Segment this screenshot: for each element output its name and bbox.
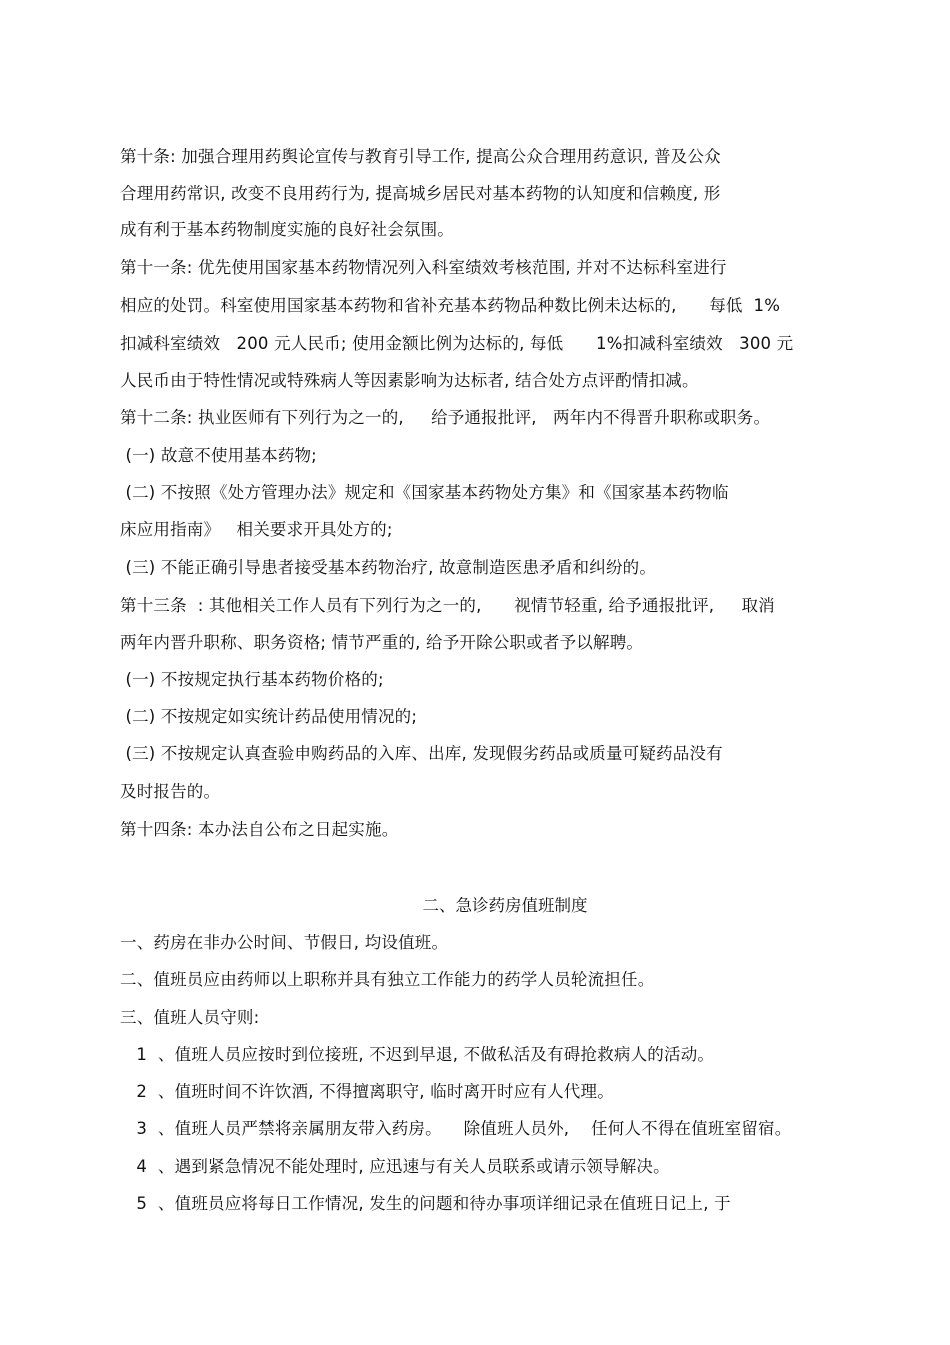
text-line: 二、值班员应由药师以上职称并具有独立工作能力的药学人员轮流担任。 — [120, 970, 655, 989]
text-line: (一) 不按规定执行基本药物价格的; — [120, 670, 384, 689]
text-line: (三) 不按规定认真查验申购药品的入库、出库, 发现假劣药品或质量可疑药品没有 — [120, 744, 723, 763]
text-line: 第十三条 : 其他相关工作人员有下列行为之一的, 视情节轻重, 给予通报批评, 取消 — [120, 596, 775, 615]
text-line: 扣减科室绩效 200 元人民币; 使用金额比例为达标的, 每低 1%扣减科室绩效 300 元 — [120, 334, 794, 353]
text-line: 第十一条: 优先使用国家基本药物情况列入科室绩效考核范围, 并对不达标科室进行 — [120, 258, 727, 277]
text-line: 合理用药常识, 改变不良用药行为, 提高城乡居民对基本药物的认知度和信赖度, 形 — [120, 184, 721, 203]
text-line: 5 、值班员应将每日工作情况, 发生的问题和待办事项详细记录在值班日记上, 于 — [120, 1194, 731, 1213]
text-line: 成有利于基本药物制度实施的良好社会氛围。 — [120, 220, 454, 239]
text-line: 第十四条: 本办法自公布之日起实施。 — [120, 820, 399, 839]
text-line: 2 、值班时间不许饮酒, 不得擅离职守, 临时离开时应有人代理。 — [120, 1082, 614, 1101]
text-line: 一、药房在非办公时间、节假日, 均设值班。 — [120, 933, 449, 952]
text-line: 1 、值班人员应按时到位接班, 不迟到早退, 不做私活及有碍抢救病人的活动。 — [120, 1045, 715, 1064]
text-line: 及时报告的。 — [120, 782, 221, 801]
section-title: 二、急诊药房值班制度 — [422, 896, 588, 915]
text-line: 相应的处罚。科室使用国家基本药物和省补充基本药物品种数比例未达标的, 每低 1% — [120, 296, 781, 315]
text-line: 3 、值班人员严禁将亲属朋友带入药房。 除值班人员外, 任何人不得在值班室留宿。 — [120, 1119, 792, 1138]
text-line: 4 、遇到紧急情况不能处理时, 应迅速与有关人员联系或请示领导解决。 — [120, 1157, 670, 1176]
text-line: 第十二条: 执业医师有下列行为之一的, 给予通报批评, 两年内不得晋升职称或职务。 — [120, 408, 771, 427]
text-line: 第十条: 加强合理用药舆论宣传与教育引导工作, 提高公众合理用药意识, 普及公众 — [120, 147, 721, 166]
text-line: 三、值班人员守则: — [120, 1008, 260, 1027]
text-line: (一) 故意不使用基本药物; — [120, 446, 317, 465]
text-line: 人民币由于特性情况或特殊病人等因素影响为达标者, 结合处方点评酌情扣减。 — [120, 371, 699, 390]
text-line: 床应用指南》 相关要求开具处方的; — [120, 520, 393, 539]
text-line: (三) 不能正确引导患者接受基本药物治疗, 故意制造医患矛盾和纠纷的。 — [120, 558, 657, 577]
text-line: 两年内晋升职称、职务资格; 情节严重的, 给予开除公职或者予以解聘。 — [120, 633, 644, 652]
text-line: (二) 不按照《处方管理办法》规定和《国家基本药物处方集》和《国家基本药物临 — [120, 483, 729, 502]
text-line: (二) 不按规定如实统计药品使用情况的; — [120, 707, 418, 726]
